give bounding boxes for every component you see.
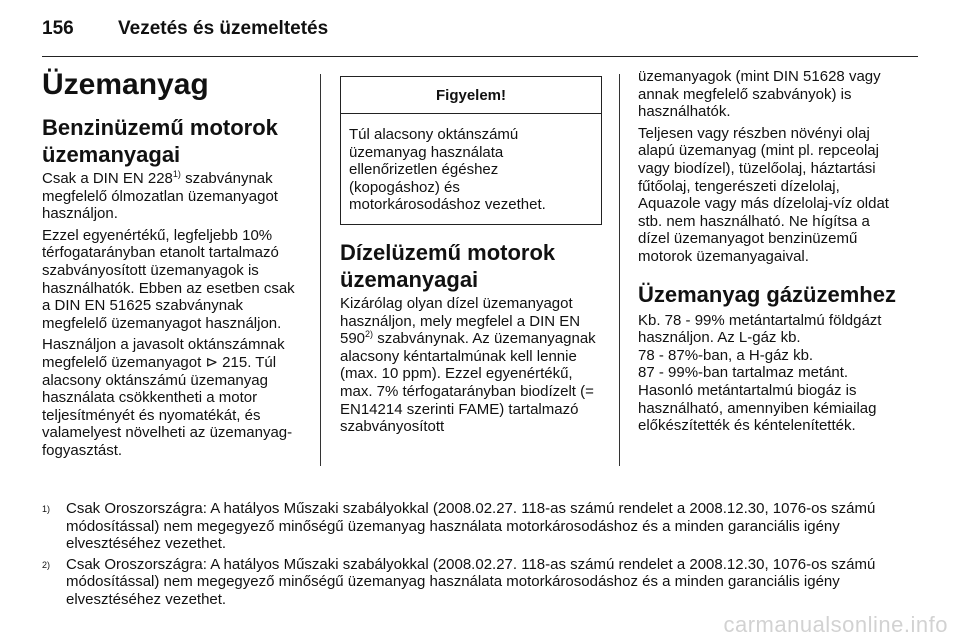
page-reference-arrow-icon[interactable]: ⊳ (205, 353, 219, 371)
warning-box (340, 76, 602, 225)
footnote-mark: 2) (42, 559, 51, 570)
footnote-text: Csak Oroszországra: A hatályos Műszaki szabályokkal (2008.02.27. 118-as számú rendelet a 2008.12.30, 1076-os számú módosítással) nem megegyező minőségű üzemanyag használata motorkárosodáshoz és a minden garanciális igény elvesztéséhez vezethet. (66, 555, 876, 608)
footnotes (42, 500, 910, 612)
footnote-text: Csak Oroszországra: A hatályos Műszaki szabályokkal (2008.02.27. 118-as számú rendelet a 2008.12.30, 1076-os számú módosítással) nem megegyező minőségű üzemanyag használata motorkárosodáshoz és a minden garanciális igény elvesztéséhez vezethet. (66, 500, 876, 553)
paragraph: Használjon a javasolt oktánszámnak megfelelő üzemanyagot ⊳ 215. Túl alacsony oktánszámú üzemanyag használata csökkentheti a motor teljesítményét és nyomatékát, és valamelyest növelheti az üzemanyag-fogyasztást. (42, 336, 293, 459)
watermark: carmanualsonline.info (723, 612, 948, 637)
footnote-2 (42, 556, 910, 609)
warning-title: Figyelem! (341, 77, 601, 114)
page-number: 156 (42, 18, 74, 39)
header-divider (42, 56, 918, 57)
paragraph: Ezzel egyenértékű, legfeljebb 10% térfogatarányban etanolt tartalmazó szabványosított üzemanyagok is használhatók. Ebben az esetben csak a DIN EN 51625 szabványnak megfelelő üzemanyagot használjon. (42, 226, 295, 332)
footnote-ref-1[interactable]: 1) (172, 169, 181, 179)
section-title: Üzemanyag (42, 68, 209, 101)
paragraph: Teljesen vagy részben növényi olaj alapú üzemanyag (mint pl. repceolaj vagy biodízel), tüzelőolaj, háztartási fűtőolaj, tengerészeti dízelolaj, Aquazole vagy más dízelolaj-víz oldat stb. nem használható. Ne hígítsa a dízel üzemanyagot benzinüzemű motorok üzemanyagaival. (638, 124, 889, 265)
footnote-mark: 1) (42, 504, 51, 514)
column-divider-2 (619, 74, 620, 466)
column-divider-1 (320, 74, 321, 466)
paragraph: Kizárólag olyan dízel üzemanyagot használjon, mely megfelel a DIN EN 590$^{2)}$ szabványnak. Az üzemanyagnak alacsony kéntartalmúnak kell lennie (max. 10 ppm). Ezzel egyenértékű, max. 7% térfogatarányban biodízelt (= EN14214 szerinti FAME) tartalmazó szabványosított (340, 294, 596, 436)
warning-text: Túl alacsony oktánszámú üzemanyag használata ellenőrizetlen égéshez (kopogáshoz) és motorkárosodáshoz vezethet. (349, 126, 546, 214)
subsection-title-petrol: Benzinüzemű motorok üzemanyagai (42, 115, 278, 167)
footnote-1 (42, 500, 910, 553)
paragraph: Kb. 78 - 99% metántartalmú földgázt használjon. Az L-gáz kb. 78 - 87%-ban, a H-gáz kb. 87 - 99%-ban tartalmaz metánt. Hasonló metántartalmú biogáz is használható, amennyiben kémiailag előkészítették és kéntelenítették. (638, 311, 882, 435)
chapter-title: Vezetés és üzemeltetés (118, 18, 329, 39)
paragraph: üzemanyagok (mint DIN 51628 vagy annak megfelelő szabványok) is használhatók. (638, 68, 881, 121)
column-3 (638, 68, 900, 439)
column-2 (340, 68, 602, 440)
column-1 (42, 68, 304, 464)
footnote-ref-2[interactable]: 2) (365, 329, 374, 340)
page-header (42, 18, 328, 40)
subsection-title-diesel: Dízelüzemű motorok üzemanyagai (340, 239, 556, 292)
paragraph: Csak a DIN EN 228$^{1)}$ szabványnak megfelelő ólmozatlan üzemanyagot használjon. (42, 169, 278, 223)
subsection-title-gas: Üzemanyag gázüzemhez (638, 281, 896, 307)
